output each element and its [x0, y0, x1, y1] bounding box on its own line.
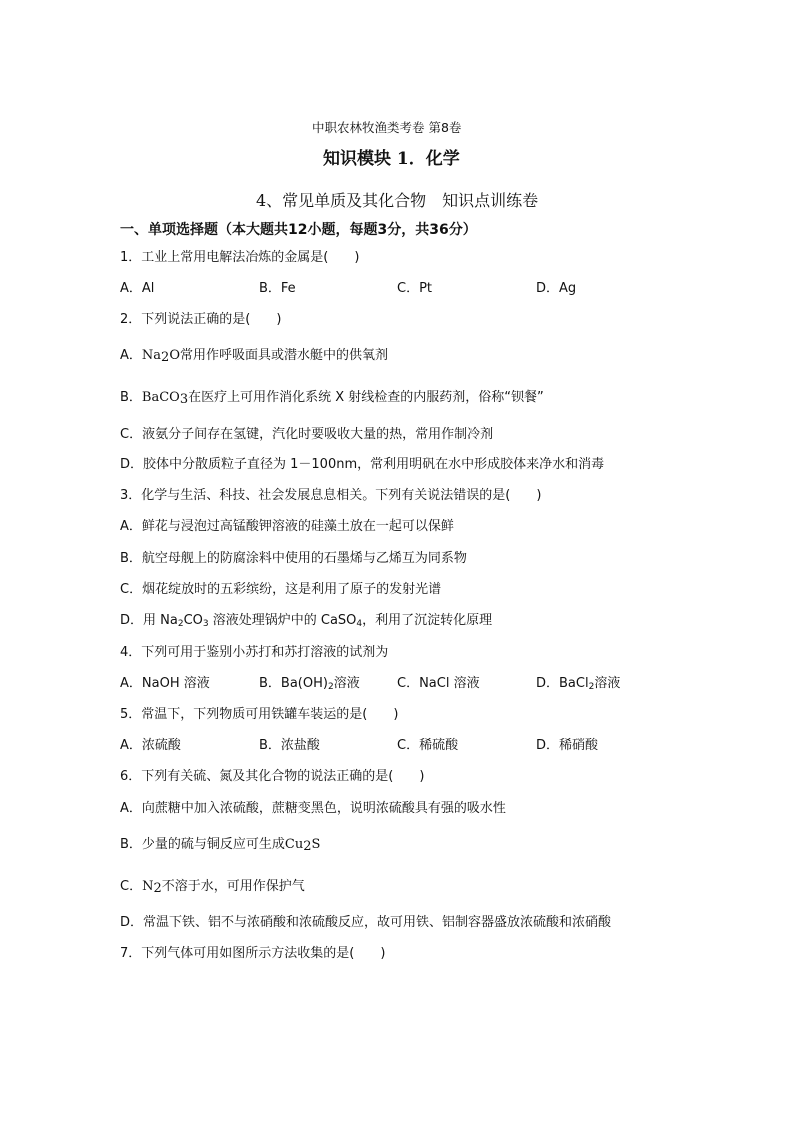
question-6-option-c: C．$N_2$不溶于水，可用作保护气 [120, 879, 305, 896]
module-title: 知识模块 1．化学 [323, 149, 460, 169]
question-4-option-a: A．NaOH 溶液 [120, 676, 210, 691]
question-2-option-a: A．$Na_2O$常用作呼吸面具或潜水艇中的供氧剂 [120, 348, 389, 365]
question-6-option-a: A．向蔗糖中加入浓硫酸，蔗糖变黑色，说明浓硫酸具有强的吸水性 [120, 801, 506, 816]
question-2-option-c: C．液氨分子间存在氢键，汽化时要吸收大量的热，常用作制冷剂 [120, 427, 494, 442]
section-heading: 一、单项选择题（本大题共12小题，每题3分，共36分） [120, 222, 477, 238]
question-2-option-d: D．胶体中分散质粒子直径为 1－100nm，常利用明矾在水中形成胶体来净水和消毒 [120, 457, 605, 472]
question-6-option-d: D．常温下铁、铝不与浓硝酸和浓硫酸反应，故可用铁、铝制容器盛放浓硫酸和浓硝酸 [120, 915, 612, 930]
question-3-option-a: A．鲜花与浸泡过高锰酸钾溶液的硅藻土放在一起可以保鲜 [120, 519, 454, 534]
question-4-stem: 4．下列可用于鉴别小苏打和苏打溶液的试剂为 [120, 645, 389, 660]
question-4-option-d: D．BaCl$_2$溶液 [536, 676, 621, 692]
question-5-option-b: B．浓盐酸 [259, 738, 320, 753]
question-5-option-a: A．浓硫酸 [120, 738, 181, 753]
question-1-option-a: A．Al [120, 281, 155, 296]
question-3-option-c: C．烟花绽放时的五彩缤纷，这是利用了原子的发射光谱 [120, 582, 442, 597]
question-4-option-c: C．NaCl 溶液 [397, 676, 480, 691]
question-5-option-d: D．稀硝酸 [536, 738, 599, 753]
question-1-option-c: C．Pt [397, 281, 433, 296]
question-5-stem: 5．常温下，下列物质可用铁罐车装运的是( ) [120, 707, 399, 722]
question-3-option-d: D．用 $Na_2CO_3$ 溶液处理锅炉中的 CaSO$_4$，利用了沉淀转化原理 [120, 613, 493, 629]
question-5-option-c: C．稀硫酸 [397, 738, 459, 753]
question-1-option-b: B．Fe [259, 281, 296, 296]
exam-header: 中职农林牧渔类考卷 第8卷 [312, 120, 462, 135]
question-1-stem: 1．工业上常用电解法冶炼的金属是( ) [120, 250, 360, 265]
question-3-stem: 3．化学与生活、科技、社会发展息息相关。下列有关说法错误的是( ) [120, 488, 542, 503]
question-1-option-d: D．Ag [536, 281, 577, 296]
question-4-option-b: B．$Ba(OH)_2$溶液 [259, 676, 360, 692]
question-2-option-b: B．BaCO$_3$在医疗上可用作消化系统 X 射线检查的内服药剂，俗称“钡餐” [120, 390, 544, 407]
question-2-stem: 2．下列说法正确的是( ) [120, 312, 282, 327]
question-3-option-b: B．航空母舰上的防腐涂料中使用的石墨烯与乙烯互为同系物 [120, 551, 467, 566]
question-7-stem: 7．下列气体可用如图所示方法收集的是( ) [120, 946, 386, 961]
unit-subtitle: 4、常见单质及其化合物 知识点训练卷 [256, 191, 539, 210]
question-6-option-b: B．少量的硫与铜反应可生成$Cu_2S$ [120, 837, 321, 854]
question-6-stem: 6．下列有关硫、氮及其化合物的说法正确的是( ) [120, 769, 425, 784]
